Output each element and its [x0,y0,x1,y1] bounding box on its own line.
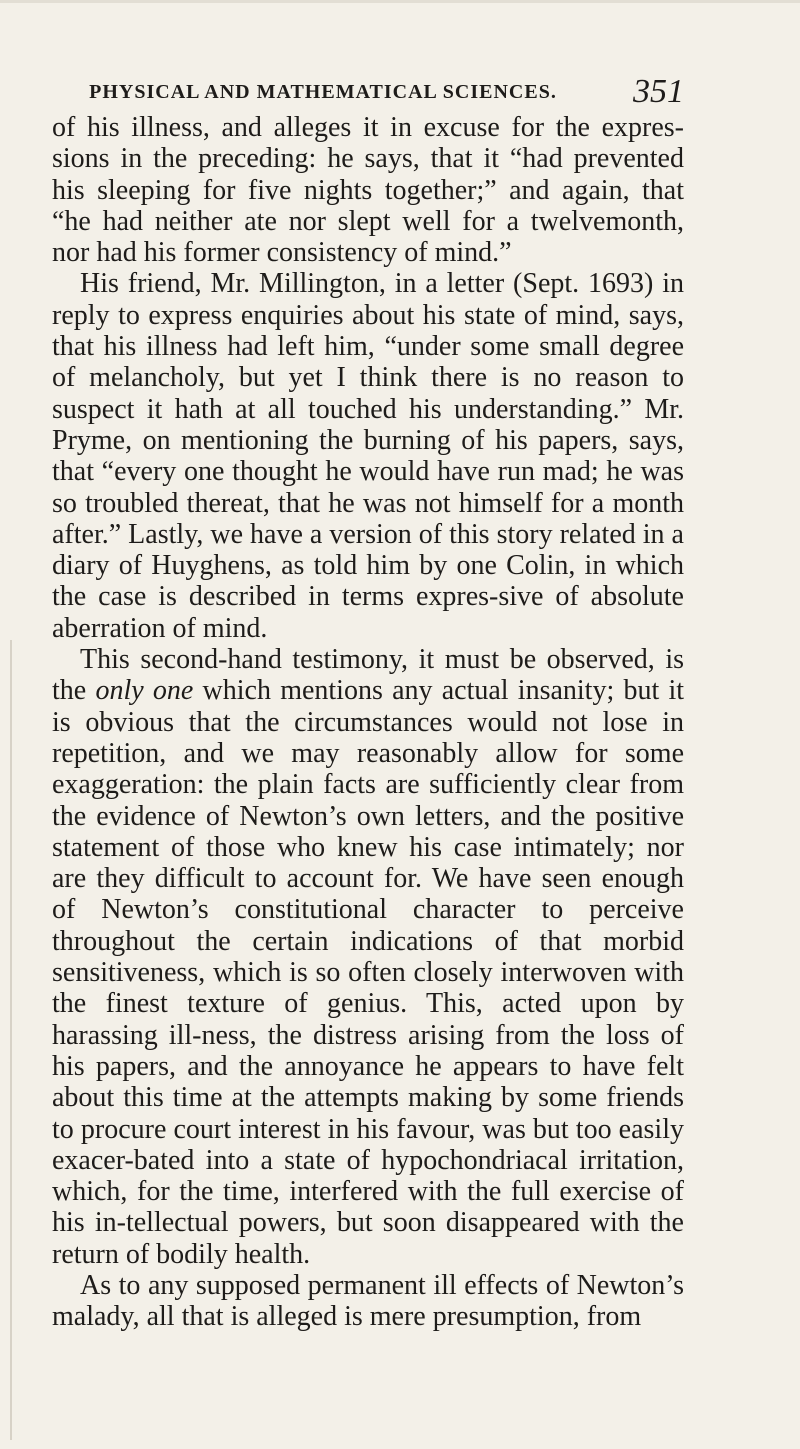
page-number: 351 [633,73,684,110]
running-head-title: PHYSICAL AND MATHEMATICAL SCIENCES. [89,81,557,103]
running-head [52,72,684,112]
paragraph-testimony-rest: which mentions any actual insanity; but it is obvious that the circumstances would not lose in repetition, and we may reasonably allow for some exaggeration: the plain facts are sufficiently clear from the evidence of Newton’s own letters, and the positive statement of those who knew his case intimately; nor are they difficult to account for. We have seen enough of Newton’s constitutional character to perceive throughout the certain indications of that morbid sensitiveness, which is so often closely interwoven with the finest texture of genius. This, acted upon by harassing ill-ness, the distress arising from the loss of his papers, and the annoyance he appears to have felt about this time at the attempts making by some friends to procure court interest in his favour, was but too easily exacer-bated into a state of hypochondriacal irritation, which, for the time, interfered with the full exercise of his in-tellectual powers, but soon disappeared with the return of bodily health. [52,675,685,1270]
emphasized-phrase: only one [95,675,194,707]
page-top-edge [0,0,800,3]
book-page [52,72,684,1333]
paragraph-testimony-lead: This second-hand testimony, it must be observed, is the [52,644,684,707]
body-text [52,112,684,1333]
paragraph-millington: His friend, Mr. Millington, in a letter (Sept. 1693) in reply to express enquiries about his state of mind, says, that his illness had left him, “under some small degree of melancholy, but yet I think there is no reason to suspect it hath at all touched his understanding.” Mr. Pryme, on mentioning the burning of his papers, says, that “every one thought he would have run mad; he was so troubled thereat, that he was not himself for a month after.” Lastly, we have a version of this story related in a diary of Huyghens, as told him by one Colin, in which the case is described in terms expres-sive of absolute aberration of mind. [52,268,684,644]
paragraph-testimony [52,644,684,1270]
paragraph-continuation: of his illness, and alleges it in excuse for the expres-sions in the preceding: he says, that it “had prevented his sleeping for five nights together;” and again, that “he had neither ate nor slept well for a twelvemonth, nor had his former consistency of mind.” [52,112,684,269]
page-binding-edge [10,640,12,1440]
paragraph-malady: As to any supposed permanent ill effects of Newton’s malady, all that is alleged is mere presumption, from [52,1269,684,1333]
